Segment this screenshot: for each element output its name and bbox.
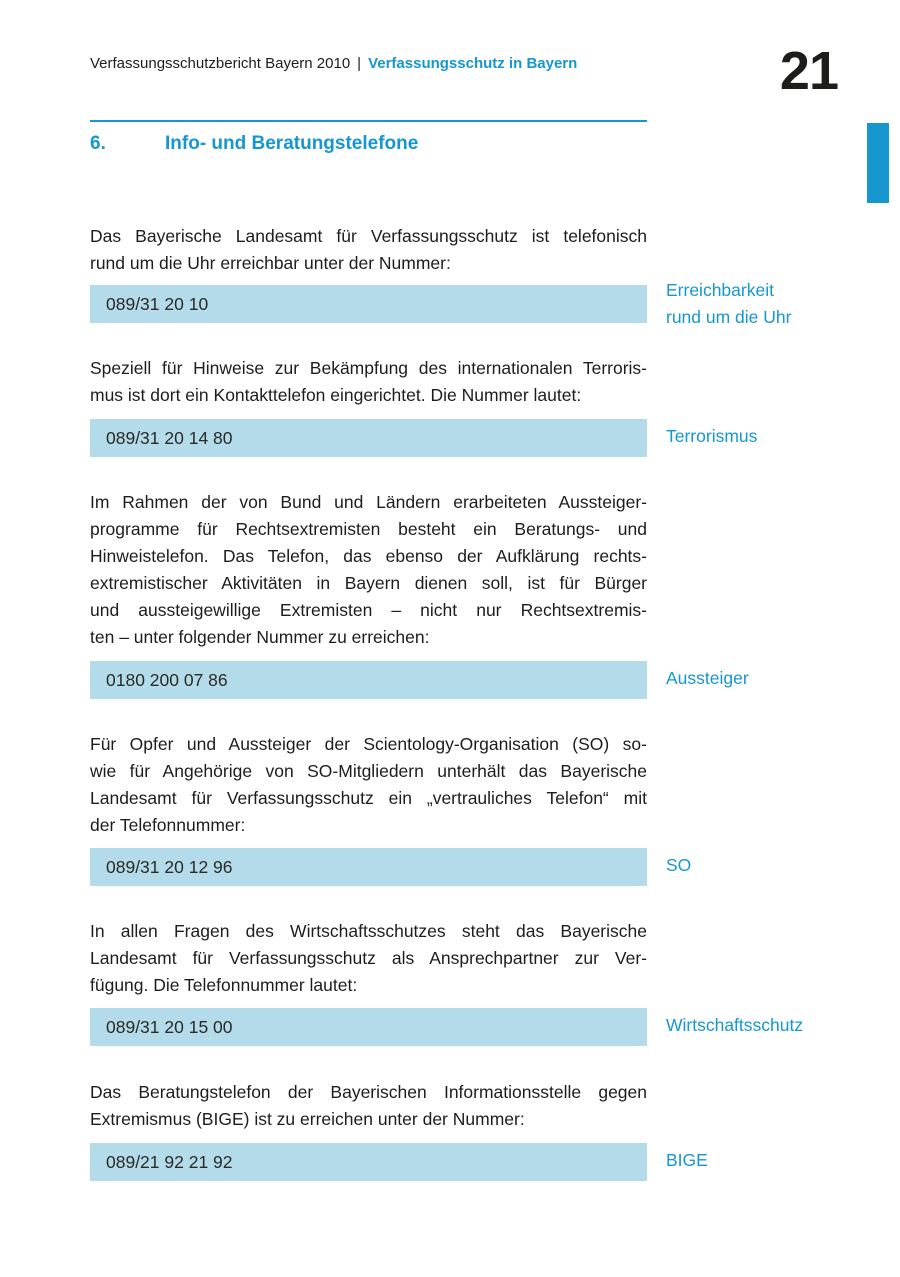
phone-number: 089/31 20 15 00 <box>106 1016 233 1037</box>
paragraph-erreichbarkeit: Das Bayerische Landesamt für Verfassungsschutz ist telefonisch rund um die Uhr erreichbar unter der Nummer: <box>90 226 647 273</box>
phone-number: 0180 200 07 86 <box>106 669 228 690</box>
phone-box-bige <box>90 1143 647 1181</box>
chapter-number: 6. <box>90 133 106 154</box>
margin-note-terrorismus: Terrorismus <box>666 426 758 446</box>
page-number: 21 <box>779 41 838 101</box>
phone-box-aussteiger <box>90 661 647 699</box>
margin-note-erreichbarkeit: Erreichbarkeit rund um die Uhr <box>666 280 792 327</box>
margin-note-aussteiger: Aussteiger <box>666 668 749 688</box>
chapter-heading <box>90 130 647 157</box>
header-section-title: Verfassungsschutz in Bayern <box>368 55 578 72</box>
paragraph-terrorismus: Speziell für Hinweise zur Bekämpfung des internationalen Terroris- mus ist dort ein Kontakttelefon eingerichtet. Die Nummer lautet: <box>90 358 647 405</box>
phone-box-wirtschaftsschutz <box>90 1008 647 1046</box>
phone-box-terrorismus <box>90 419 647 457</box>
phone-box-erreichbarkeit <box>90 285 647 323</box>
margin-note-so: SO <box>666 855 692 875</box>
paragraph-aussteiger: Im Rahmen der von Bund und Ländern erarbeiteten Aussteiger- programme für Rechtsextremisten besteht ein Beratungs- und Hinweistelefon. Das Telefon, das ebenso der Aufklärung rechts- extremistischer Aktivitäten in Bayern dienen soll, ist für Bürger und aussteigewillige Extremisten – nicht nur Rechtsextremis- ten – unter folgender Nummer zu erreichen: <box>90 492 647 647</box>
phone-number: 089/31 20 14 80 <box>106 427 233 448</box>
chapter-title: Info- und Beratungstelefone <box>165 133 419 154</box>
header-separator: | <box>357 55 362 72</box>
running-header <box>90 54 577 74</box>
heading-rule <box>90 120 647 122</box>
margin-note-bige: BIGE <box>666 1150 708 1170</box>
phone-number: 089/21 92 21 92 <box>106 1151 233 1172</box>
paragraph-bige: Das Beratungstelefon der Bayerischen Informationsstelle gegen Extremismus (BIGE) ist zu erreichen unter der Nummer: <box>90 1082 647 1129</box>
phone-number: 089/31 20 12 96 <box>106 856 233 877</box>
phone-number: 089/31 20 10 <box>106 293 209 314</box>
chapter-edge-tab <box>867 123 889 203</box>
margin-note-wirtschaftsschutz: Wirtschaftsschutz <box>666 1015 804 1035</box>
paragraph-so: Für Opfer und Aussteiger der Scientology-Organisation (SO) so- wie für Angehörige von SO-Mitgliedern unterhält das Bayerische Landesamt für Verfassungsschutz ein „vertrauliches Telefon“ mit der Telefonnummer: <box>90 734 647 835</box>
paragraph-wirtschaftsschutz: In allen Fragen des Wirtschaftsschutzes steht das Bayerische Landesamt für Verfassungsschutz als Ansprechpartner zur Ver- fügung. Die Telefonnummer lautet: <box>90 921 647 995</box>
phone-box-so <box>90 848 647 886</box>
report-title: Verfassungsschutzbericht Bayern 2010 <box>90 55 351 72</box>
